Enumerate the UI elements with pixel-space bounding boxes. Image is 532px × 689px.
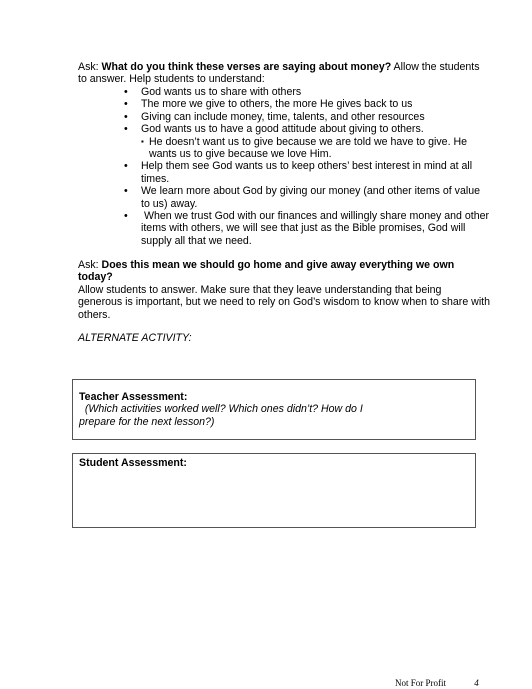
alternate-activity-heading: ALTERNATE ACTIVITY: <box>78 332 192 344</box>
ask-label: Ask: <box>78 61 102 73</box>
bullet-icon: • <box>124 123 128 136</box>
bullet-icon: • <box>124 210 128 223</box>
intro-paragraph <box>78 61 490 86</box>
teacher-assessment-prompt: (Which activities worked well? Which ones didn’t? How do I <box>79 403 363 416</box>
page-footer <box>395 677 479 689</box>
teacher-assessment-label: Teacher Assessment: <box>79 391 188 403</box>
list-item: • When we trust God with our finances and willingly share money and other items with others, we will see that just as the Bible promises, God will supply all that we need. <box>124 210 490 247</box>
bullet-icon: • <box>124 185 128 198</box>
footer-text: Not For Profit <box>395 678 447 688</box>
student-assessment-label: Student Assessment: <box>79 457 187 469</box>
square-bullet-icon: ▪ <box>141 136 144 146</box>
intro-rest: Allow the students <box>391 61 480 73</box>
second-question: Ask: Does this mean we should go home and give away everything we own today? Allow students to answer. Make sure that they leave understanding that being generous is important, but we need to rely on God’s wisdom to know when to share with others. <box>78 259 491 321</box>
list-item: • God wants us to have a good attitude about giving to others. ▪ He doesn’t want us to give because we are told we have to give. He wants us to give because we love Him. <box>141 123 493 160</box>
bullet-icon: • <box>124 98 128 111</box>
page-number: 4 <box>474 678 479 688</box>
list-item: • The more we give to others, the more He gives back to us <box>124 98 413 111</box>
intro-line2: to answer. Help students to understand: <box>78 73 265 86</box>
sub-list-item: ▪ He doesn’t want us to give because we are told we have to give. He wants us to give because we love Him. <box>141 135 467 161</box>
question-text: What do you think these verses are saying about money? <box>101 61 392 73</box>
bullet-icon: • <box>124 160 128 173</box>
bullet-icon: • <box>124 110 128 123</box>
ask-label: Ask: <box>78 259 102 271</box>
list-item: • Giving can include money, time, talents, and other resources <box>124 110 425 123</box>
understanding-list <box>124 86 493 247</box>
list-item: • Help them see God wants us to keep others’ best interest in mind at all times. <box>124 160 473 185</box>
question-text: Does this mean we should go home and give away everything we own <box>101 259 455 271</box>
list-item: • We learn more about God by giving our money (and other items of value to us) away. <box>124 185 480 210</box>
list-item: • God wants us to share with others <box>124 86 302 98</box>
bullet-icon: • <box>124 86 128 98</box>
student-assessment-box[interactable] <box>72 453 476 528</box>
teacher-assessment-box[interactable]: Teacher Assessment: (Which activities worked well? Which ones didn’t? How do I prepare for the next lesson?) <box>72 379 476 440</box>
